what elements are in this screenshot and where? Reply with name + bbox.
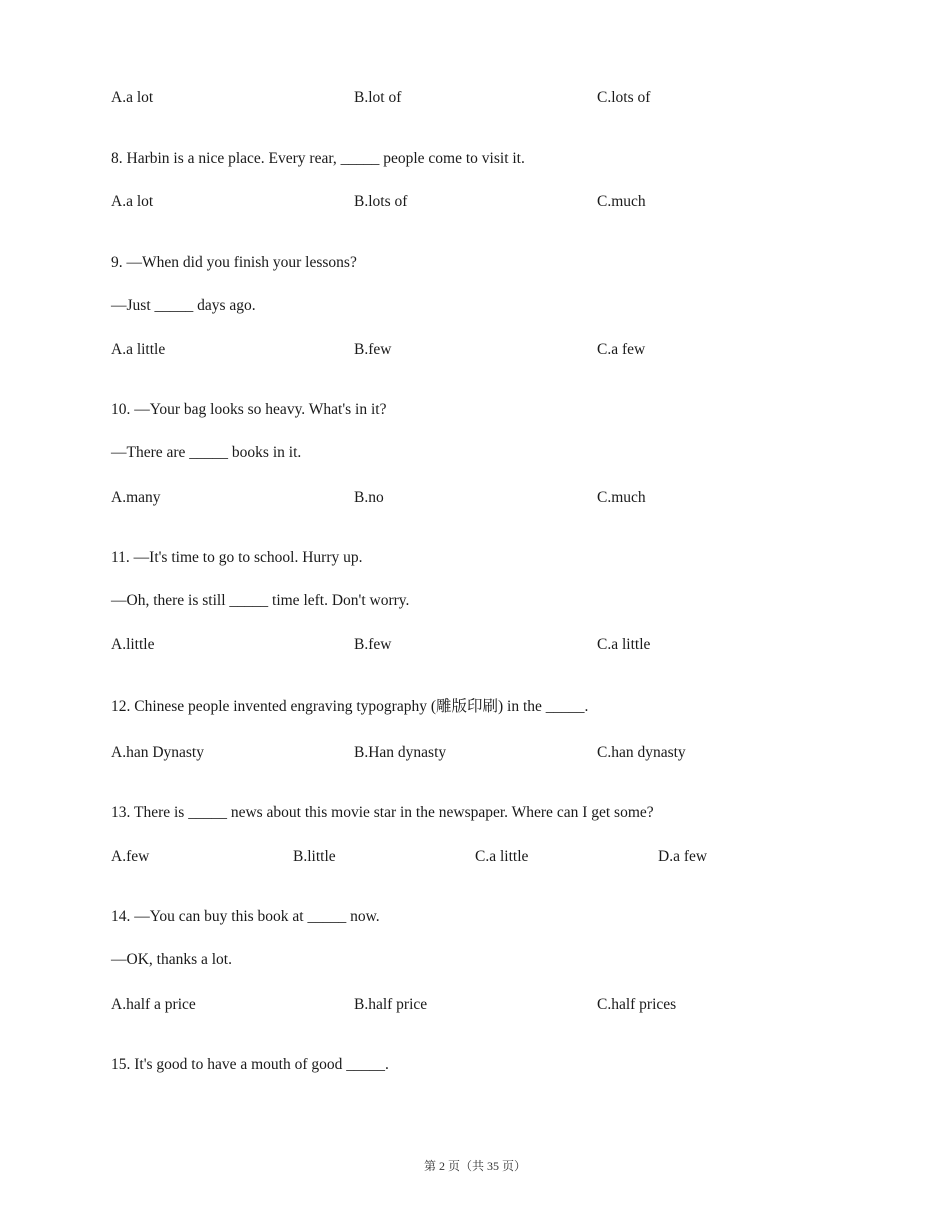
option-a: A.few <box>111 848 150 865</box>
option-b: B.Han dynasty <box>354 744 447 761</box>
option-b: B.lot of <box>354 89 402 106</box>
option-d: D.a few <box>658 848 708 865</box>
option-a: A.half a price <box>111 996 196 1013</box>
option-c: C.a few <box>597 341 646 358</box>
question-13-stem: 13. There is _____ news about this movie star in the newspaper. Where can I get some? <box>111 804 654 821</box>
question-9-stem: 9. —When did you finish your lessons? <box>111 254 357 271</box>
option-c: C.a little <box>475 848 529 865</box>
options-row-q11 <box>111 635 851 655</box>
option-b: B.little <box>293 848 336 865</box>
options-row-q13 <box>111 847 851 867</box>
question-15-stem: 15. It's good to have a mouth of good _____. <box>111 1056 389 1073</box>
option-c: C.much <box>597 193 646 210</box>
options-row-q14 <box>111 995 851 1015</box>
question-10-stem: 10. —Your bag looks so heavy. What's in it? <box>111 401 387 418</box>
options-row-q12 <box>111 743 851 763</box>
question-8-stem: 8. Harbin is a nice place. Every rear, _____ people come to visit it. <box>111 150 525 167</box>
question-10-reply: —There are _____ books in it. <box>111 444 302 461</box>
option-a: A.little <box>111 636 155 653</box>
option-a: A.a little <box>111 341 166 358</box>
options-row-q7 <box>111 88 851 108</box>
option-a: A.a lot <box>111 89 154 106</box>
options-row-q8 <box>111 192 851 212</box>
option-c: C.much <box>597 489 646 506</box>
option-a: A.han Dynasty <box>111 744 204 761</box>
option-b: B.few <box>354 636 392 653</box>
option-b: B.few <box>354 341 392 358</box>
options-row-q9 <box>111 340 851 360</box>
option-b: B.half price <box>354 996 428 1013</box>
question-14-reply: —OK, thanks a lot. <box>111 951 232 968</box>
option-a: A.many <box>111 489 161 506</box>
question-14-stem: 14. —You can buy this book at _____ now. <box>111 908 380 925</box>
question-9-reply: —Just _____ days ago. <box>111 297 256 314</box>
page-footer: 第 2 页（共 35 页） <box>423 1159 526 1173</box>
question-12-stem: 12. Chinese people invented engraving typography (雕版印刷) in the _____. <box>111 698 589 715</box>
option-c: C.han dynasty <box>597 744 686 761</box>
option-c: C.lots of <box>597 89 651 106</box>
option-b: B.lots of <box>354 193 408 210</box>
question-11-reply: —Oh, there is still _____ time left. Don't worry. <box>111 592 410 609</box>
question-11-stem: 11. —It's time to go to school. Hurry up. <box>111 549 363 566</box>
option-c: C.half prices <box>597 996 677 1013</box>
option-b: B.no <box>354 489 384 506</box>
option-c: C.a little <box>597 636 651 653</box>
option-a: A.a lot <box>111 193 154 210</box>
options-row-q10 <box>111 488 851 508</box>
